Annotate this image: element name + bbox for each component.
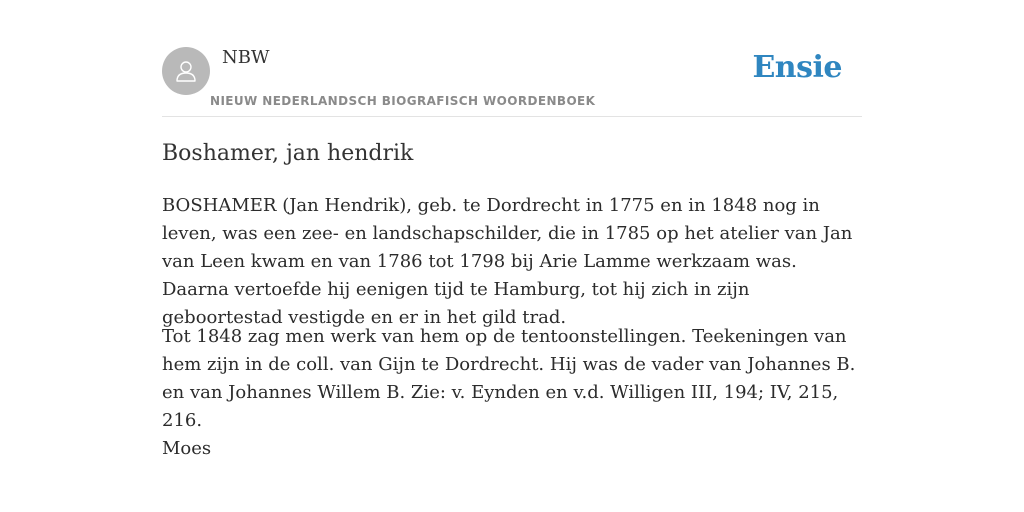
entry-paragraph: BOSHAMER (Jan Hendrik), geb. te Dordrecht in 1775 en in 1848 nog in leven, was een zee- en landschapschilder, die in 1785 op het atelier van Jan van Leen kwam en van 1786 tot 1798 bij Arie Lamme werkzaam was. Daarna vertoefde hij eenigen tijd te Hamburg, tot hij zich in zijn geboortestad vestigde en er in het gild trad. <box>162 195 853 328</box>
user-silhouette-icon <box>172 57 200 85</box>
source-avatar[interactable] <box>162 47 210 95</box>
entry-title: Boshamer, jan hendrik <box>162 141 414 166</box>
page-container <box>162 0 862 459</box>
brand-logo[interactable]: Ensie <box>752 50 842 85</box>
entry-paragraph: Tot 1848 zag men werk van hem op de tentoonstellingen. Teekeningen van hem zijn in de coll. van Gijn te Dordrecht. Hij was de vader van Johannes B. en van Johannes Willem B. Zie: v. Eynden en v.d. Willigen III, 194; IV, 215, 216. <box>162 326 856 431</box>
entry-header <box>162 0 862 117</box>
entry-author: Moes <box>162 438 212 459</box>
source-subtitle: NIEUW NEDERLANDSCH BIOGRAFISCH WOORDENBOEK <box>210 94 596 108</box>
source-name[interactable]: NBW <box>222 47 270 68</box>
